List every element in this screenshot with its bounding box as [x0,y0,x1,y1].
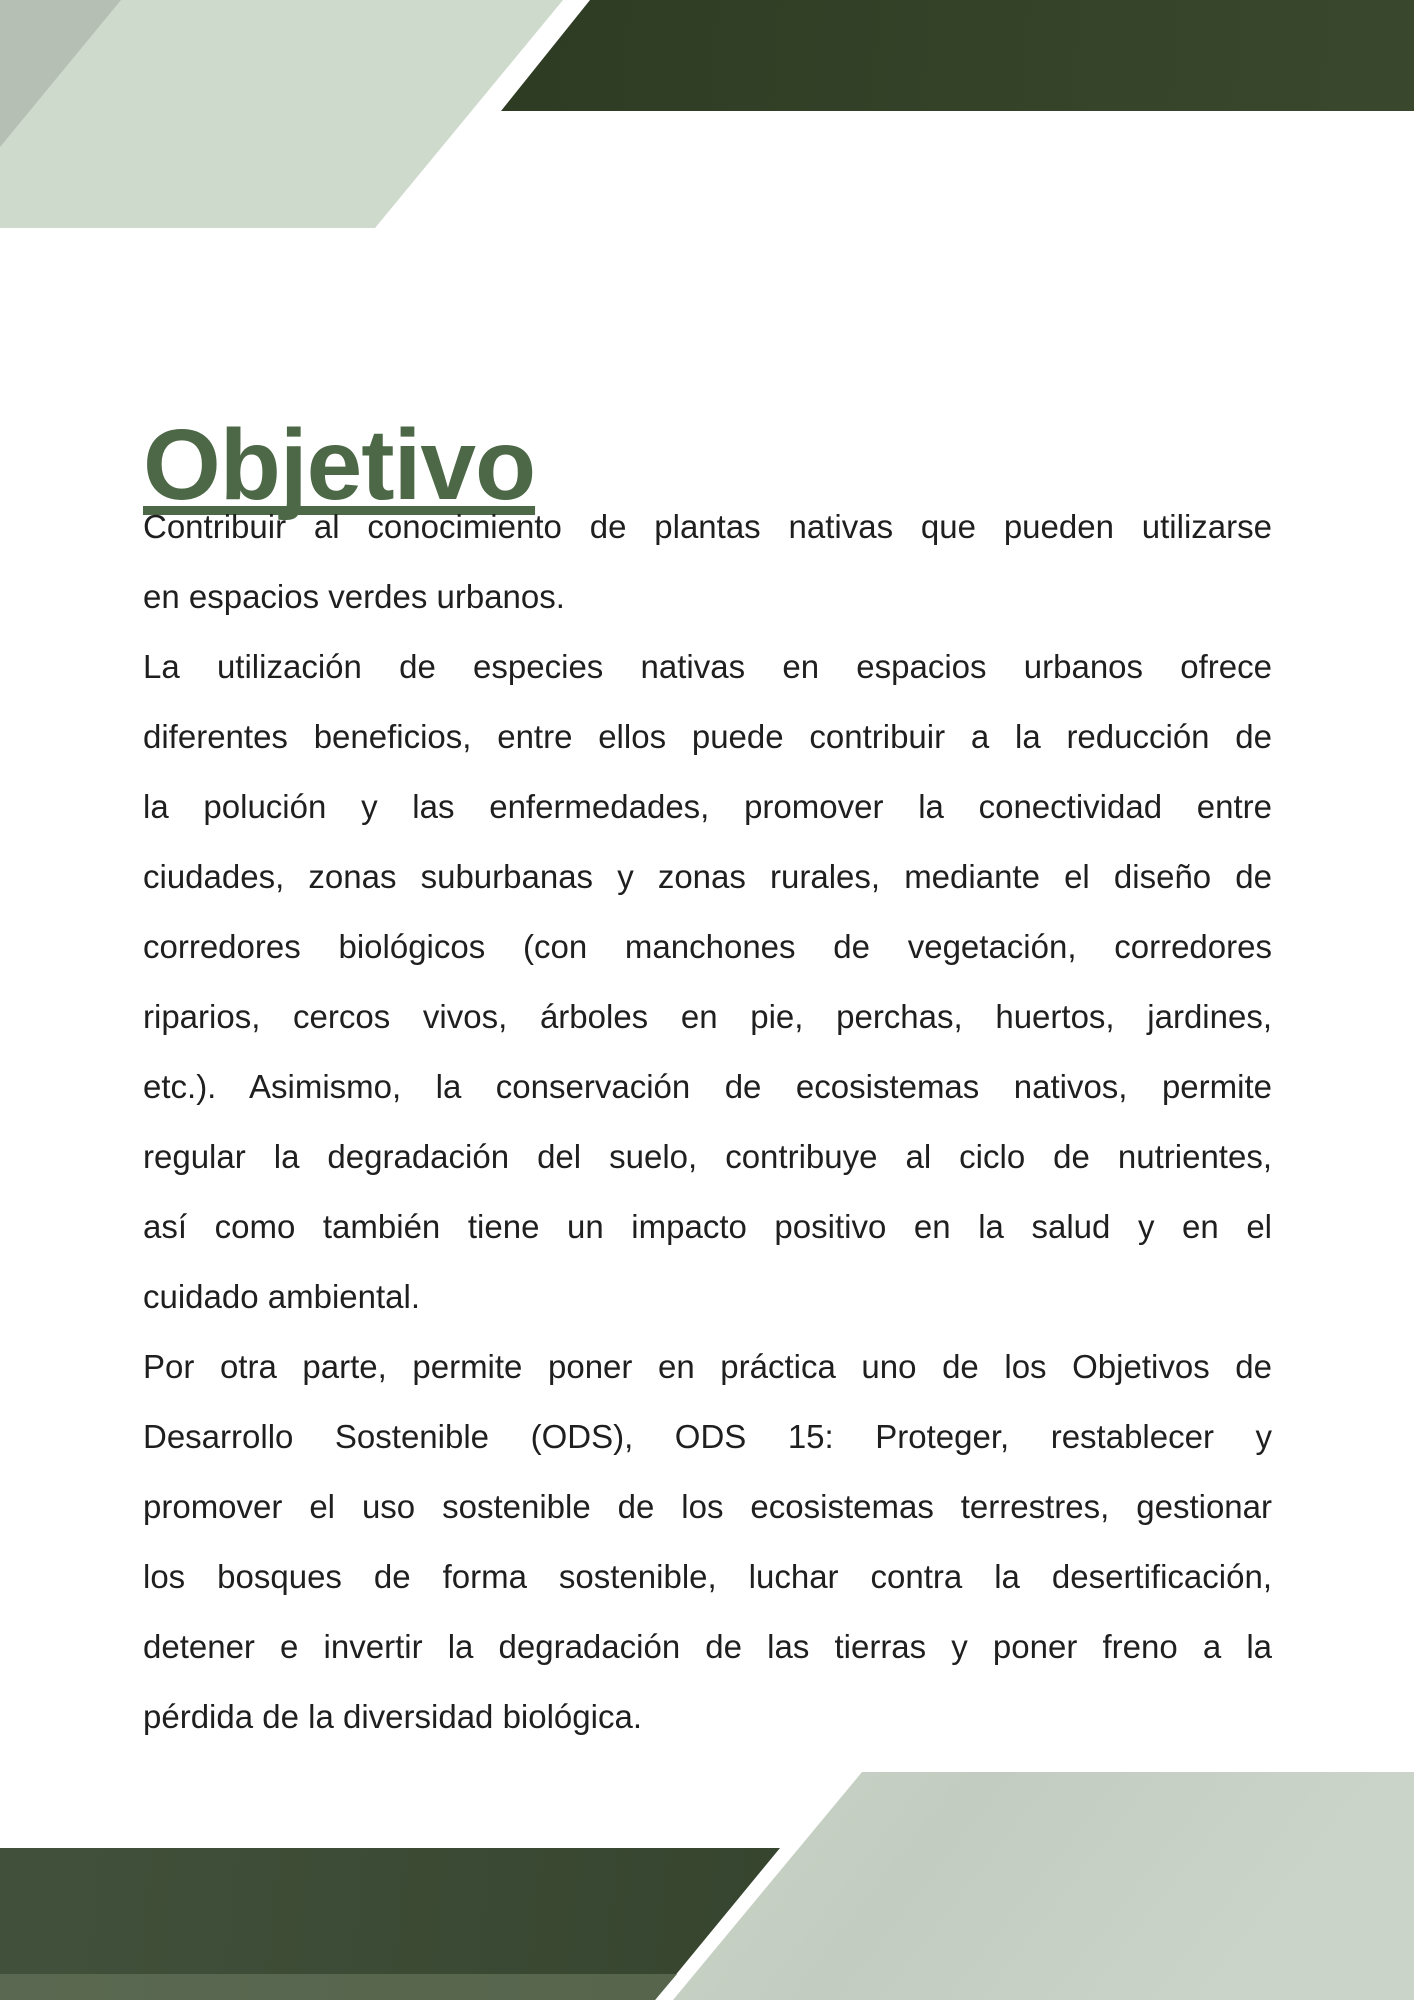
page-title: Objetivo [143,409,536,521]
body-text-line: así como también tiene un impacto positivo en la salud y en el [143,1208,1272,1245]
top-left-gray-triangle [0,0,1414,232]
body-text-line: pérdida de la diversidad biológica. [143,1698,642,1735]
top-decoration [0,0,1414,232]
bottom-left-light-strip [0,1770,1414,2000]
body-text-line: los bosques de forma sostenible, luchar contra la desertificación, [143,1558,1272,1595]
body-text-line: Por otra parte, permite poner en práctica uno de los Objetivos de [143,1348,1272,1385]
body-text-line: regular la degradación del suelo, contribuye al ciclo de nutrientes, [143,1138,1272,1175]
body-text-line: riparios, cercos vivos, árboles en pie, perchas, huertos, jardines, [143,998,1272,1035]
top-right-dark-green-band [0,0,1414,232]
body-text-line: en espacios verdes urbanos. [143,578,565,615]
body-text [143,492,1272,1752]
bottom-left-dark-green-band [0,1770,1414,2000]
body-text-line: ciudades, zonas suburbanas y zonas rurales, mediante el diseño de [143,858,1272,895]
body-text-line: promover el uso sostenible de los ecosistemas terrestres, gestionar [143,1488,1272,1525]
body-text-line: Contribuir al conocimiento de plantas nativas que pueden utilizarse [143,508,1272,545]
body-text-line: detener e invertir la degradación de las tierras y poner freno a la [143,1628,1272,1665]
body-text-line: corredores biológicos (con manchones de vegetación, corredores [143,928,1272,965]
bottom-decoration [0,1770,1414,2000]
body-text-line: etc.). Asimismo, la conservación de ecosistemas nativos, permite [143,1068,1272,1105]
top-left-sage-shape [0,0,1414,232]
body-text-line: La utilización de especies nativas en espacios urbanos ofrece [143,648,1272,685]
body-text-line: Desarrollo Sostenible (ODS), ODS 15: Proteger, restablecer y [143,1418,1272,1455]
body-text-line: la polución y las enfermedades, promover la conectividad entre [143,788,1272,825]
bottom-right-sage-shape [0,1770,1414,2000]
body-text-line: diferentes beneficios, entre ellos puede contribuir a la reducción de [143,718,1272,755]
body-text-line: cuidado ambiental. [143,1278,421,1315]
